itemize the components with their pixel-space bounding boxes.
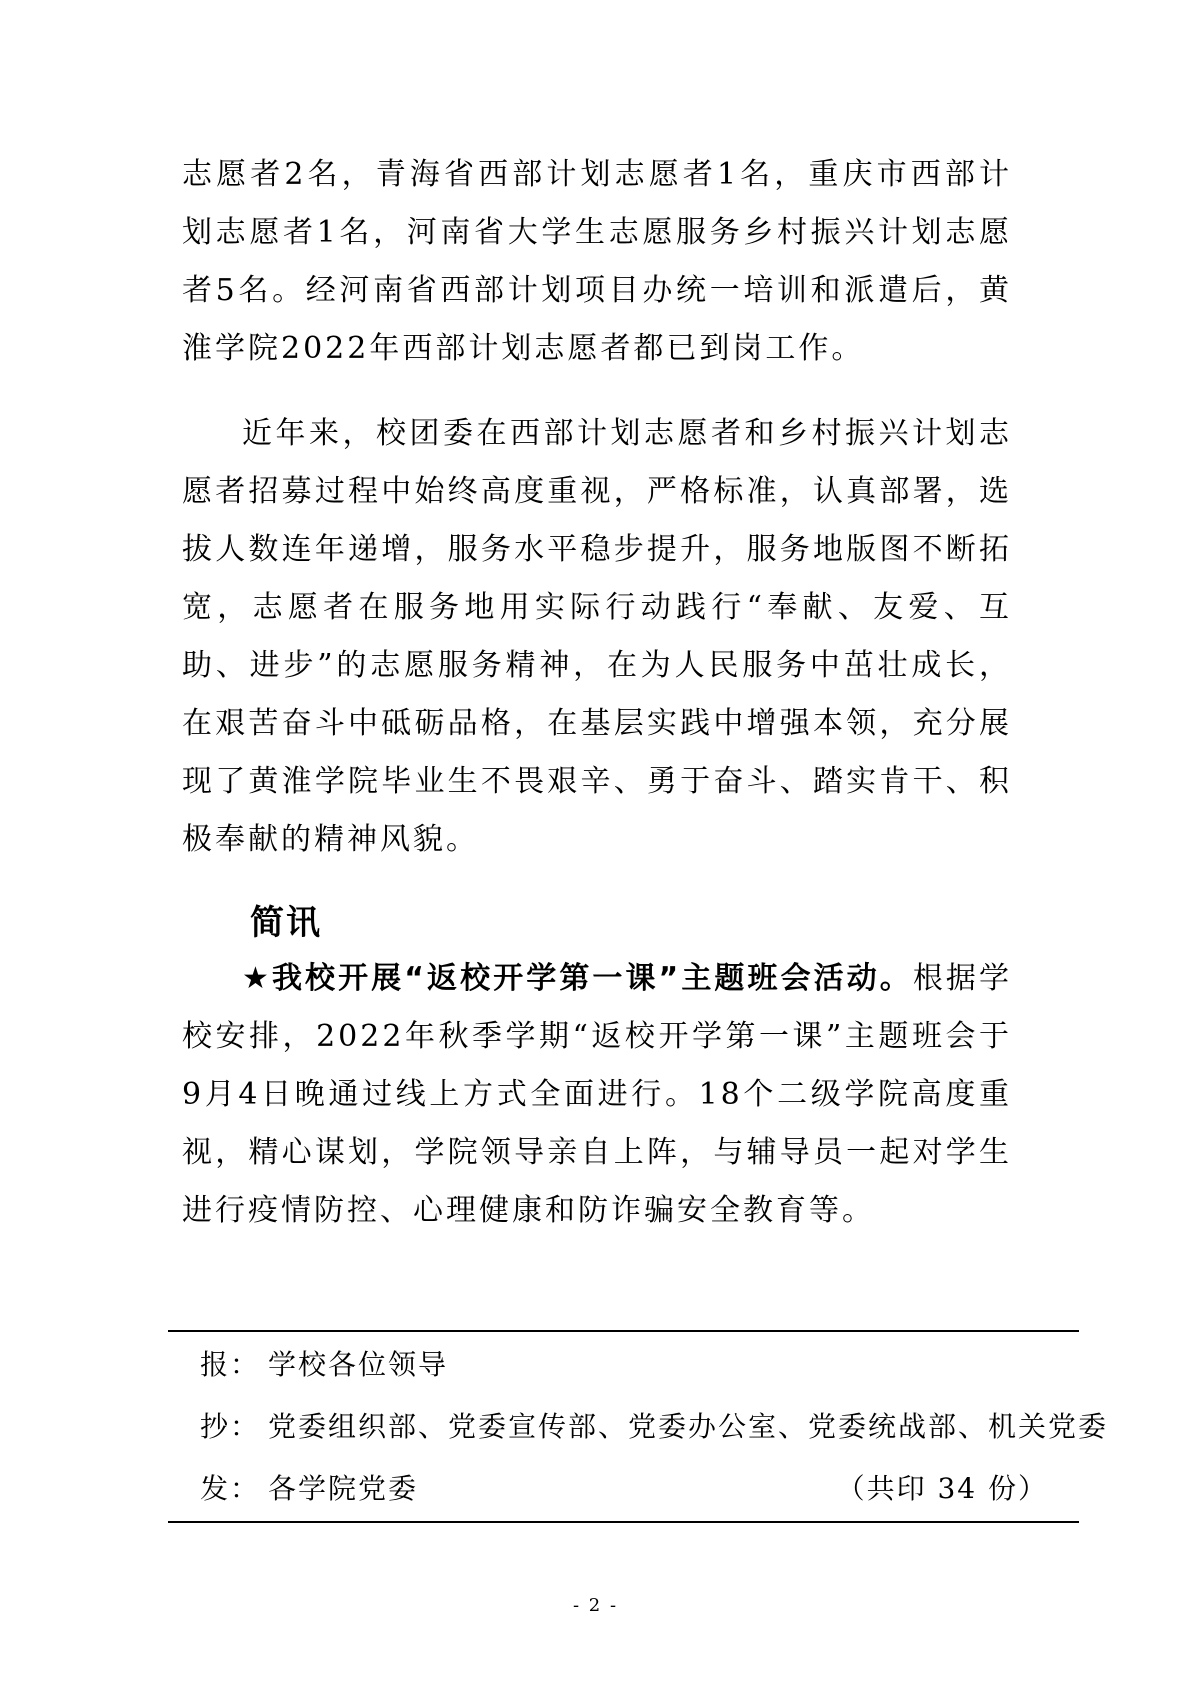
distribution-report-row xyxy=(200,1343,1070,1383)
print-copies: （共印 34 份） xyxy=(836,1472,1048,1505)
news-item-body: 根据学校安排，2022年秋季学期“返校开学第一课”主题班会于9月4日晚通过线上方式全面进行。18个二级学院高度重视，精心谋划，学院领导亲自上阵，与辅导员一起对学生进行疫情防控、心理健康和防诈骗安全教育等。 xyxy=(182,961,1013,1228)
distribution-send-row xyxy=(200,1467,1070,1507)
news-item xyxy=(182,950,1012,1240)
copy-value: 党委组织部、党委宣传部、党委办公室、党委统战部、机关党委 xyxy=(268,1410,1109,1443)
distribution-top-rule xyxy=(168,1330,1079,1332)
distribution-copy-row xyxy=(200,1405,1109,1445)
send-label: 发： xyxy=(200,1472,261,1505)
news-heading: 简讯 xyxy=(250,903,322,943)
paragraph-volunteer-count: 志愿者2名，青海省西部计划志愿者1名，重庆市西部计划志愿者1名，河南省大学生志愿服务乡村振兴计划志愿者5名。经河南省西部计划项目办统一培训和派遣后，黄淮学院2022年西部计划志愿者都已到岗工作。 xyxy=(182,157,1012,366)
send-value: 各学院党委 xyxy=(268,1472,419,1505)
paragraph-recent-years: 近年来，校团委在西部计划志愿者和乡村振兴计划志愿者招募过程中始终高度重视，严格标准，认真部署，选拔人数连年递增，服务水平稳步提升，服务地版图不断拓宽，志愿者在服务地用实际行动践行“奉献、友爱、互助、进步”的志愿服务精神，在为人民服务中茁壮成长，在艰苦奋斗中砥砺品格，在基层实践中增强本领，充分展现了黄淮学院毕业生不畏艰辛、勇于奋斗、踏实肯干、积极奉献的精神风貌。 xyxy=(182,416,1012,857)
report-label: 报： xyxy=(200,1348,261,1381)
distribution-bottom-rule xyxy=(168,1521,1079,1523)
news-item-lead: ★我校开展“返校开学第一课”主题班会活动。 xyxy=(242,961,913,996)
page-number: - 2 - xyxy=(572,1595,619,1616)
report-value: 学校各位领导 xyxy=(268,1348,449,1381)
copy-label: 抄： xyxy=(200,1410,261,1443)
